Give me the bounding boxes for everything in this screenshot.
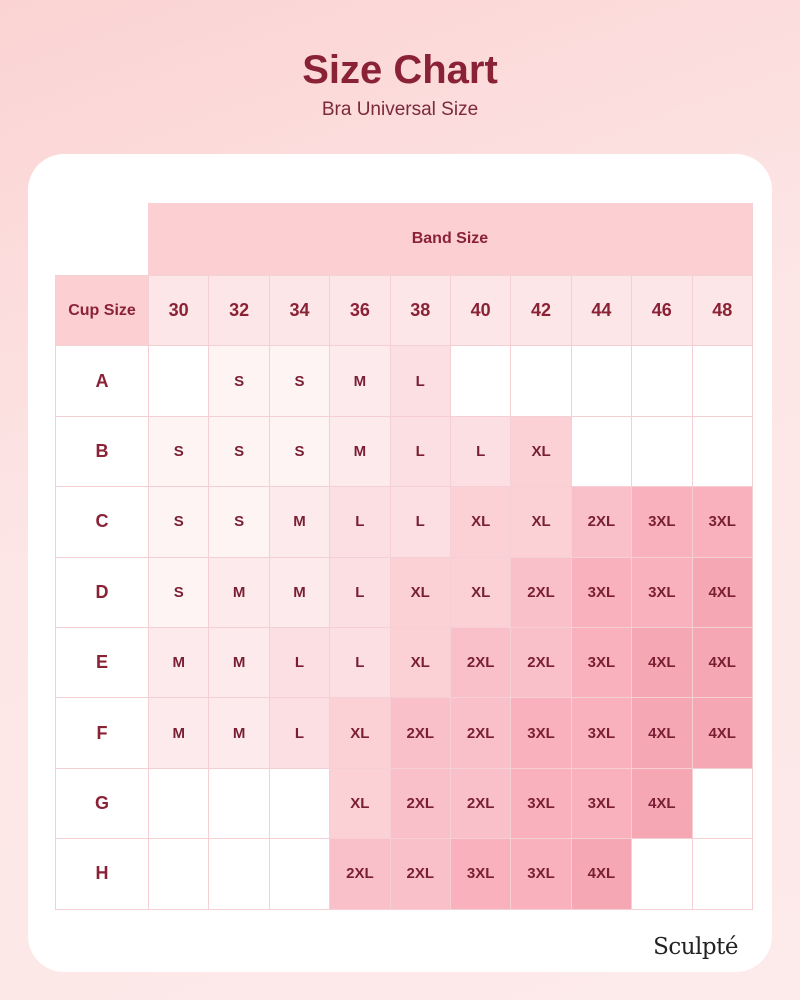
size-cell-E-32: M xyxy=(208,627,268,697)
size-cell-E-44: 3XL xyxy=(571,627,631,697)
size-cell-B-48 xyxy=(692,416,752,486)
size-cell-G-44: 3XL xyxy=(571,768,631,838)
size-cell-A-48 xyxy=(692,345,752,415)
size-cell-G-48 xyxy=(692,768,752,838)
size-cell-D-44: 3XL xyxy=(571,557,631,627)
size-cell-D-42: 2XL xyxy=(510,557,570,627)
size-cell-H-44: 4XL xyxy=(571,838,631,908)
cup-size-D: D xyxy=(55,557,148,627)
page-subtitle: Bra Universal Size xyxy=(321,99,479,120)
size-cell-C-42: XL xyxy=(510,486,570,556)
size-cell-B-42: XL xyxy=(510,416,570,486)
size-cell-A-30 xyxy=(148,345,208,415)
size-cell-G-30 xyxy=(148,768,208,838)
size-cell-D-40: XL xyxy=(450,557,510,627)
size-cell-B-46 xyxy=(631,416,691,486)
size-cell-A-36: M xyxy=(329,345,389,415)
band-size-36: 36 xyxy=(329,275,389,345)
size-cell-C-30: S xyxy=(148,486,208,556)
cup-size-G: G xyxy=(55,768,148,838)
band-size-40: 40 xyxy=(450,275,510,345)
cup-size-A: A xyxy=(55,345,148,415)
size-cell-F-42: 3XL xyxy=(510,697,570,767)
band-size-38: 38 xyxy=(390,275,450,345)
size-cell-C-46: 3XL xyxy=(631,486,691,556)
size-cell-F-38: 2XL xyxy=(390,697,450,767)
size-cell-B-38: L xyxy=(390,416,450,486)
band-size-34: 34 xyxy=(269,275,329,345)
cup-size-header: Cup Size xyxy=(55,275,148,345)
size-cell-E-46: 4XL xyxy=(631,627,691,697)
size-cell-E-48: 4XL xyxy=(692,627,752,697)
size-cell-D-36: L xyxy=(329,557,389,627)
size-cell-E-38: XL xyxy=(390,627,450,697)
table-corner xyxy=(55,203,148,275)
cup-size-F: F xyxy=(55,697,148,767)
band-size-header: Band Size xyxy=(148,203,752,275)
size-cell-F-48: 4XL xyxy=(692,697,752,767)
size-cell-D-48: 4XL xyxy=(692,557,752,627)
size-cell-F-30: M xyxy=(148,697,208,767)
size-cell-C-44: 2XL xyxy=(571,486,631,556)
size-cell-A-42 xyxy=(510,345,570,415)
size-cell-A-32: S xyxy=(208,345,268,415)
size-cell-C-48: 3XL xyxy=(692,486,752,556)
page-title: Size Chart xyxy=(302,48,498,92)
size-cell-B-30: S xyxy=(148,416,208,486)
size-cell-H-36: 2XL xyxy=(329,838,389,908)
cup-size-H: H xyxy=(55,838,148,908)
size-cell-H-32 xyxy=(208,838,268,908)
size-cell-D-32: M xyxy=(208,557,268,627)
size-cell-F-44: 3XL xyxy=(571,697,631,767)
brand-logo: Sculpté xyxy=(653,934,738,960)
size-cell-E-34: L xyxy=(269,627,329,697)
band-size-42: 42 xyxy=(510,275,570,345)
size-cell-G-40: 2XL xyxy=(450,768,510,838)
size-cell-H-46 xyxy=(631,838,691,908)
size-cell-B-36: M xyxy=(329,416,389,486)
size-cell-H-30 xyxy=(148,838,208,908)
size-cell-B-40: L xyxy=(450,416,510,486)
size-cell-G-42: 3XL xyxy=(510,768,570,838)
size-cell-F-34: L xyxy=(269,697,329,767)
size-cell-C-36: L xyxy=(329,486,389,556)
size-cell-H-38: 2XL xyxy=(390,838,450,908)
size-cell-A-38: L xyxy=(390,345,450,415)
size-cell-D-30: S xyxy=(148,557,208,627)
size-cell-D-38: XL xyxy=(390,557,450,627)
size-cell-G-34 xyxy=(269,768,329,838)
size-cell-H-40: 3XL xyxy=(450,838,510,908)
size-cell-F-46: 4XL xyxy=(631,697,691,767)
size-cell-F-40: 2XL xyxy=(450,697,510,767)
size-cell-G-36: XL xyxy=(329,768,389,838)
size-cell-C-38: L xyxy=(390,486,450,556)
size-cell-G-32 xyxy=(208,768,268,838)
size-cell-D-46: 3XL xyxy=(631,557,691,627)
size-cell-A-46 xyxy=(631,345,691,415)
cup-size-E: E xyxy=(55,627,148,697)
size-table xyxy=(55,203,753,910)
size-cell-B-44 xyxy=(571,416,631,486)
size-cell-B-34: S xyxy=(269,416,329,486)
size-cell-G-38: 2XL xyxy=(390,768,450,838)
size-cell-A-44 xyxy=(571,345,631,415)
size-cell-H-48 xyxy=(692,838,752,908)
size-cell-D-34: M xyxy=(269,557,329,627)
band-size-44: 44 xyxy=(571,275,631,345)
size-cell-B-32: S xyxy=(208,416,268,486)
size-cell-C-32: S xyxy=(208,486,268,556)
band-size-32: 32 xyxy=(208,275,268,345)
band-size-46: 46 xyxy=(631,275,691,345)
size-cell-H-42: 3XL xyxy=(510,838,570,908)
band-size-48: 48 xyxy=(692,275,752,345)
size-cell-A-40 xyxy=(450,345,510,415)
size-cell-C-34: M xyxy=(269,486,329,556)
size-cell-E-40: 2XL xyxy=(450,627,510,697)
cup-size-C: C xyxy=(55,486,148,556)
cup-size-B: B xyxy=(55,416,148,486)
size-cell-F-36: XL xyxy=(329,697,389,767)
size-cell-E-36: L xyxy=(329,627,389,697)
size-cell-E-42: 2XL xyxy=(510,627,570,697)
size-cell-F-32: M xyxy=(208,697,268,767)
size-cell-A-34: S xyxy=(269,345,329,415)
size-cell-G-46: 4XL xyxy=(631,768,691,838)
size-cell-E-30: M xyxy=(148,627,208,697)
band-size-30: 30 xyxy=(148,275,208,345)
size-cell-H-34 xyxy=(269,838,329,908)
size-cell-C-40: XL xyxy=(450,486,510,556)
